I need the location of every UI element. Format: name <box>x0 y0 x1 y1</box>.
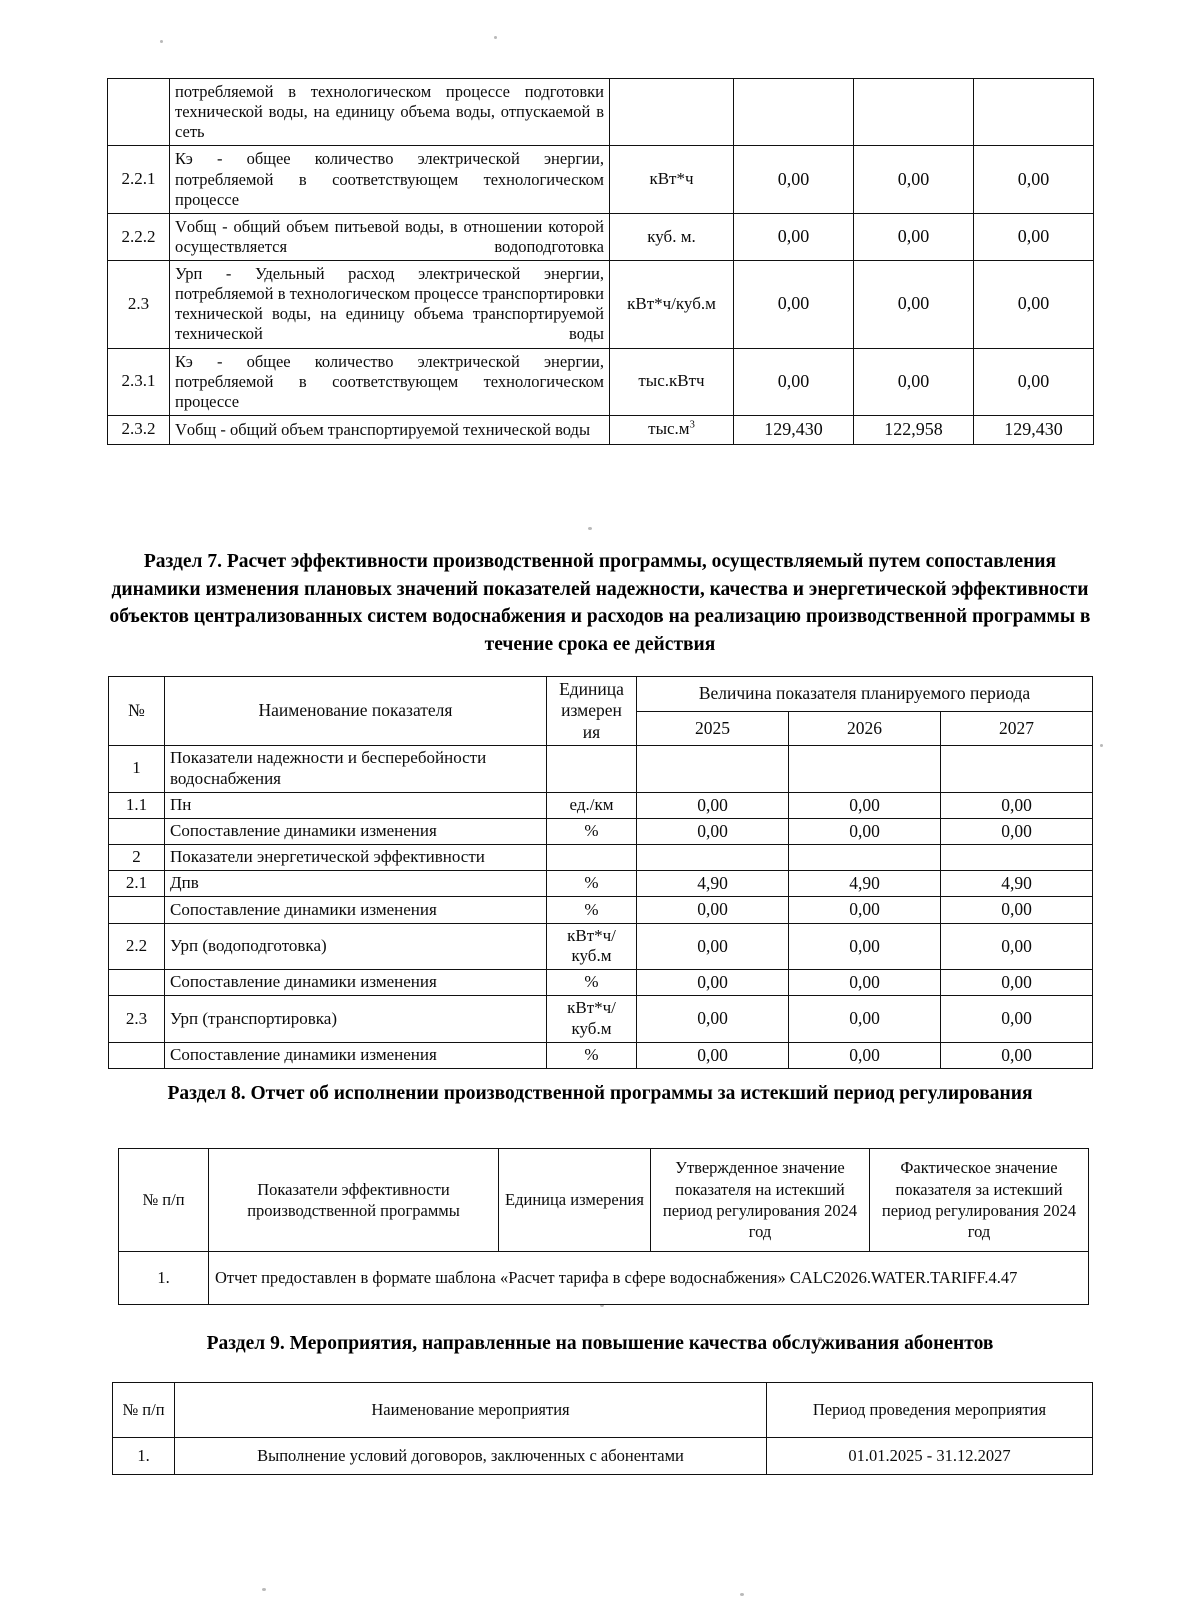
row-value-2027: 0,00 <box>941 1042 1093 1068</box>
row-index: 2.2 <box>109 923 165 969</box>
section-7-heading: Раздел 7. Расчет эффективности производственной программы, осуществляемый путем сопоставления динамики изменения плановых значений показателей надежности, качества и энергетической эффективности объектов централизованных систем водоснабжения и расходов на реализацию производственной программы в течение срока ее действия <box>109 551 1091 656</box>
row-name: Дпв <box>165 870 547 896</box>
row-value-2025: 0,00 <box>637 970 789 996</box>
row-value-2026: 0,00 <box>854 261 974 349</box>
table-energy-efficiency-continuation <box>107 78 1094 445</box>
row-index: 2.2.2 <box>108 213 170 260</box>
row-measure-period: 01.01.2025 - 31.12.2027 <box>767 1438 1093 1475</box>
row-value-2027: 0,00 <box>974 348 1094 415</box>
row-name: Урп - Удельный расход электрической энергии, потребляемой в технологическом процессе транспортировки технической воды, на единицу объема транспортируемой технической воды <box>170 261 610 349</box>
row-value-2025: 0,00 <box>637 996 789 1042</box>
header-number: № п/п <box>113 1383 175 1438</box>
row-name: Сопоставление динамики изменения <box>165 970 547 996</box>
table-header-row <box>109 677 1093 712</box>
row-index: 1 <box>109 746 165 792</box>
header-number: № п/п <box>119 1149 209 1252</box>
table-row <box>109 845 1093 871</box>
row-index <box>109 970 165 996</box>
row-unit <box>547 845 637 871</box>
table-row <box>113 1438 1093 1475</box>
table-row <box>109 870 1093 896</box>
row-name: Сопоставление динамики изменения <box>165 897 547 923</box>
table-row <box>108 261 1094 349</box>
row-value-2027: 0,00 <box>974 213 1094 260</box>
header-actual-value: Фактическое значение показателя за истекший период регулирования 2024 год <box>870 1149 1089 1252</box>
row-value-2026: 0,00 <box>854 348 974 415</box>
row-index: 2.1 <box>109 870 165 896</box>
header-unit: Единица измерения <box>499 1149 651 1252</box>
row-name: Кэ - общее количество электрической энергии, потребляемой в соответствующем технологическом процессе <box>170 146 610 213</box>
row-unit <box>547 746 637 792</box>
section-8-heading: Раздел 8. Отчет об исполнении производственной программы за истекший период регулирования <box>167 1083 1033 1104</box>
row-value-2025: 0,00 <box>637 792 789 818</box>
row-value-2027 <box>941 845 1093 871</box>
table-row <box>108 79 1094 146</box>
row-index: 2.3.2 <box>108 415 170 444</box>
row-unit: кВт*ч <box>610 146 734 213</box>
header-indicator-name: Показатели эффективности производственной программы <box>209 1149 499 1252</box>
row-value-2026: 0,00 <box>789 792 941 818</box>
row-unit: % <box>547 818 637 844</box>
row-index <box>109 818 165 844</box>
row-index: 1. <box>113 1438 175 1475</box>
row-value-2025: 0,00 <box>637 923 789 969</box>
row-value-2025 <box>637 746 789 792</box>
row-value-2026: 0,00 <box>789 923 941 969</box>
row-value-2025 <box>637 845 789 871</box>
row-index <box>109 1042 165 1068</box>
scan-speckle <box>494 36 497 39</box>
table-row <box>109 746 1093 792</box>
row-value-2025: 0,00 <box>734 146 854 213</box>
scan-speckle <box>160 40 163 43</box>
row-index: 2.3.1 <box>108 348 170 415</box>
row-index: 2.2.1 <box>108 146 170 213</box>
header-period-group: Величина показателя планируемого периода <box>637 677 1093 712</box>
row-name: потребляемой в технологическом процессе подготовки технической воды, на единицу объема воды, отпускаемой в сеть <box>170 79 610 146</box>
row-value-2025: 4,90 <box>637 870 789 896</box>
row-value-2026: 0,00 <box>789 897 941 923</box>
row-unit: ед./км <box>547 792 637 818</box>
row-unit: % <box>547 970 637 996</box>
row-value-2026 <box>789 746 941 792</box>
row-value-2027: 0,00 <box>941 792 1093 818</box>
table-row <box>109 970 1093 996</box>
row-index: 1. <box>119 1252 209 1305</box>
row-measure-name: Выполнение условий договоров, заключенных с абонентами <box>175 1438 767 1475</box>
row-value-2026: 0,00 <box>789 996 941 1042</box>
table-section-7-efficiency <box>108 676 1093 1069</box>
unit-superscript: 3 <box>689 419 695 431</box>
row-value-2026: 122,958 <box>854 415 974 444</box>
row-unit: кВт*ч/куб.м <box>547 923 637 969</box>
table-row <box>119 1252 1089 1305</box>
header-measure-period: Период проведения мероприятия <box>767 1383 1093 1438</box>
table-row <box>109 1042 1093 1068</box>
row-name: Кэ - общее количество электрической энергии, потребляемой в соответствующем технологическом процессе <box>170 348 610 415</box>
row-unit: % <box>547 1042 637 1068</box>
row-value-2026: 4,90 <box>789 870 941 896</box>
table-section-9-measures <box>112 1382 1093 1475</box>
row-name: Сопоставление динамики изменения <box>165 1042 547 1068</box>
row-name: Показатели надежности и бесперебойности водоснабжения <box>165 746 547 792</box>
row-value-2027: 129,430 <box>974 415 1094 444</box>
header-year-2026: 2026 <box>789 711 941 746</box>
table-row <box>108 213 1094 260</box>
row-name: Урп (транспортировка) <box>165 996 547 1042</box>
scan-speckle <box>1100 744 1103 747</box>
row-value-2026: 0,00 <box>789 1042 941 1068</box>
row-unit <box>610 79 734 146</box>
row-value-2027: 0,00 <box>974 146 1094 213</box>
row-value-2027 <box>974 79 1094 146</box>
row-unit: % <box>547 897 637 923</box>
row-value-2025: 0,00 <box>637 897 789 923</box>
row-unit: тыс.кВтч <box>610 348 734 415</box>
row-name: Vобщ - общий объем питьевой воды, в отношении которой осуществляется водоподготовка <box>170 213 610 260</box>
header-indicator-name: Наименование показателя <box>165 677 547 746</box>
unit-base: тыс.м <box>648 419 690 439</box>
table-row <box>109 923 1093 969</box>
table-row <box>108 146 1094 213</box>
row-value-2025: 0,00 <box>637 1042 789 1068</box>
table-row <box>108 348 1094 415</box>
row-unit: кВт*ч/куб.м <box>610 261 734 349</box>
row-index: 2.3 <box>109 996 165 1042</box>
row-unit: % <box>547 870 637 896</box>
row-index: 2.3 <box>108 261 170 349</box>
table-row <box>109 792 1093 818</box>
header-year-2027: 2027 <box>941 711 1093 746</box>
row-name: Показатели энергетической эффективности <box>165 845 547 871</box>
header-measure-name: Наименование мероприятия <box>175 1383 767 1438</box>
table-header-row <box>113 1383 1093 1438</box>
table-row <box>109 818 1093 844</box>
row-index <box>108 79 170 146</box>
row-value-2027: 0,00 <box>941 818 1093 844</box>
row-value-2027: 0,00 <box>941 996 1093 1042</box>
row-unit: куб. м. <box>610 213 734 260</box>
row-index <box>109 897 165 923</box>
row-value-2025: 0,00 <box>734 213 854 260</box>
row-value-2025: 0,00 <box>637 818 789 844</box>
row-name: Vобщ - общий объем транспортируемой технической воды <box>170 415 610 444</box>
row-value-2026: 0,00 <box>789 818 941 844</box>
row-value-2027: 0,00 <box>941 897 1093 923</box>
row-report-text: Отчет предоставлен в формате шаблона «Расчет тарифа в сфере водоснабжения» CALC2026.WATER.TARIFF.4.47 <box>209 1252 1089 1305</box>
row-value-2025: 129,430 <box>734 415 854 444</box>
row-index: 1.1 <box>109 792 165 818</box>
row-value-2025: 0,00 <box>734 261 854 349</box>
header-unit: Единица измерен ия <box>547 677 637 746</box>
row-value-2025 <box>734 79 854 146</box>
table-section-8-report <box>118 1148 1089 1305</box>
table-header-row <box>119 1149 1089 1252</box>
row-value-2026: 0,00 <box>854 213 974 260</box>
row-value-2027: 4,90 <box>941 870 1093 896</box>
row-value-2027: 0,00 <box>974 261 1094 349</box>
header-approved-value: Утвержденное значение показателя на истекший период регулирования 2024 год <box>651 1149 870 1252</box>
table-row <box>108 415 1094 444</box>
row-value-2026 <box>854 79 974 146</box>
row-unit: кВт*ч/куб.м <box>547 996 637 1042</box>
row-value-2027: 0,00 <box>941 970 1093 996</box>
scan-speckle <box>740 1593 744 1596</box>
section-9-heading: Раздел 9. Мероприятия, направленные на повышение качества обслуживания абонентов <box>206 1333 994 1354</box>
header-number: № <box>109 677 165 746</box>
row-name: Урп (водоподготовка) <box>165 923 547 969</box>
row-index: 2 <box>109 845 165 871</box>
row-value-2026: 0,00 <box>854 146 974 213</box>
table-row <box>109 996 1093 1042</box>
row-value-2026 <box>789 845 941 871</box>
scan-speckle <box>588 527 592 530</box>
row-name: Сопоставление динамики изменения <box>165 818 547 844</box>
row-value-2025: 0,00 <box>734 348 854 415</box>
table-row <box>109 897 1093 923</box>
header-year-2025: 2025 <box>637 711 789 746</box>
row-value-2027: 0,00 <box>941 923 1093 969</box>
row-name: Пн <box>165 792 547 818</box>
row-value-2027 <box>941 746 1093 792</box>
row-value-2026: 0,00 <box>789 970 941 996</box>
scan-speckle <box>262 1588 266 1591</box>
row-unit <box>610 415 734 444</box>
